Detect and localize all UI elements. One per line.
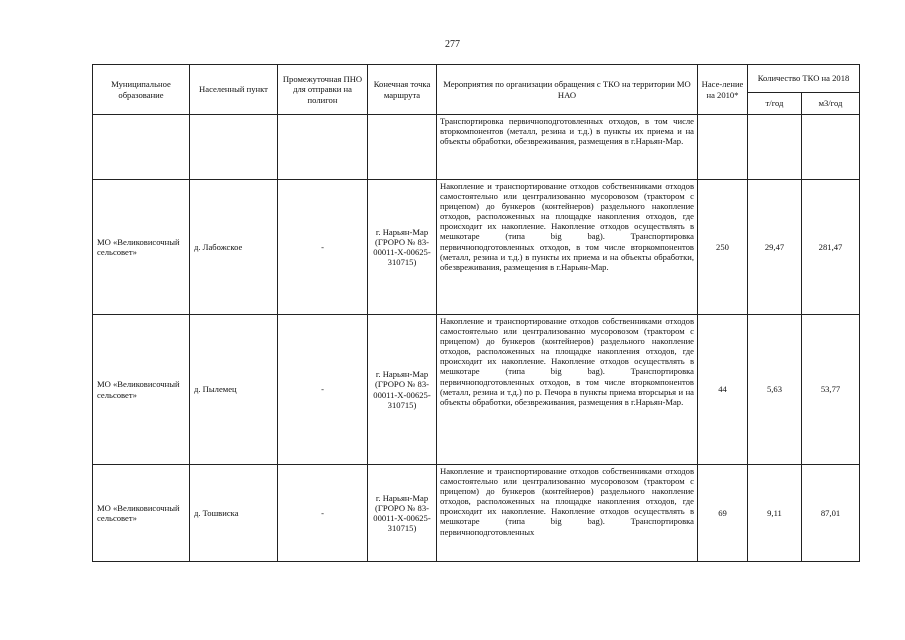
tko-tons-cell: 29,47 <box>748 180 802 315</box>
population-cell: 44 <box>698 315 748 465</box>
endpoint-cell: г. Нарьян-Мар (ГРОРО № 83-00011-Х-00625-310715) <box>368 465 437 562</box>
header-tko-m3: м3/год <box>802 93 860 115</box>
transfer-point-cell: - <box>278 315 368 465</box>
table-row <box>93 465 860 562</box>
header-municipality: Муниципальное образование <box>93 65 190 115</box>
header-measures: Мероприятия по организации обращения с ТКО на территории МО НАО <box>437 65 698 115</box>
measures-cell: Накопление и транспортирование отходов собственниками отходов самостоятельно или централизованно мусоровозом (трактором с прицепом) до бункеров (контейнеров) раздельного накопление отходов, расположенных на площадке накопления отходов, где происходит их накопление. Накопление отходов осуществлять в мешкотаре (типа big bag). Транспортировка первичноподготовленных отходов, в том числе вторкомпонентов (металл, резина и т.д.) по р. Печора в пункты приема вторсырья и на объекты обработки, обезвреживания, размещения в г.Нарьян-Мар. <box>437 315 698 465</box>
settlement-cell: д. Лабожское <box>190 180 278 315</box>
table-row-continuation <box>93 115 860 180</box>
measures-cell: Накопление и транспортирование отходов собственниками отходов самостоятельно или централизованно мусоровозом (трактором с прицепом) до бункеров (контейнеров) раздельного накопление отходов, расположенных на площадке накопления отходов, где происходит их накопление. Накопление отходов осуществлять в мешкотаре (типа big bag). Транспортировка первичноподготовленных отходов, в том числе вторкомпонентов (металл, резина и т.д.) в пункты их приема и на объекты обработки, обезвреживания, размещения в г.Нарьян-Мар. <box>437 180 698 315</box>
header-tko-tons: т/год <box>748 93 802 115</box>
header-transfer-point: Промежуточная ПНО для отправки на полигон <box>278 65 368 115</box>
header-population: Насе-ление на 2010* <box>698 65 748 115</box>
population-cell: 250 <box>698 180 748 315</box>
tko-table <box>92 64 860 562</box>
tko-m3-cell: 53,77 <box>802 315 860 465</box>
municipality-cell: МО «Великовисочный сельсовет» <box>93 180 190 315</box>
table-row <box>93 315 860 465</box>
transfer-point-cell: - <box>278 465 368 562</box>
transfer-point-cell: - <box>278 180 368 315</box>
header-row <box>93 65 860 93</box>
header-settlement: Населенный пункт <box>190 65 278 115</box>
endpoint-cell: г. Нарьян-Мар (ГРОРО № 83-00011-Х-00625-310715) <box>368 315 437 465</box>
municipality-cell: МО «Великовисочный сельсовет» <box>93 465 190 562</box>
tko-tons-cell: 9,11 <box>748 465 802 562</box>
municipality-cell: МО «Великовисочный сельсовет» <box>93 315 190 465</box>
header-endpoint: Конечная точка маршрута <box>368 65 437 115</box>
settlement-cell: д. Пылемец <box>190 315 278 465</box>
table-row <box>93 180 860 315</box>
measures-cell: Транспортировка первичноподготовленных отходов, в том числе вторкомпонентов (металл, резина и т.д.) в пункты их приема и на объекты обработки, обезвреживания, размещения в г.Нарьян-Мар. <box>437 115 698 180</box>
measures-cell: Накопление и транспортирование отходов собственниками отходов самостоятельно или централизованно мусоровозом (трактором с прицепом) до бункеров (контейнеров) раздельного накопление отходов, расположенных на площадке накопления отходов, где происходит их накопление. Накопление отходов осуществлять в мешкотаре (типа big bag). Транспортировка первичноподготовленных <box>437 465 698 562</box>
endpoint-cell: г. Нарьян-Мар (ГРОРО № 83-00011-Х-00625-310715) <box>368 180 437 315</box>
tko-m3-cell: 281,47 <box>802 180 860 315</box>
tko-tons-cell: 5,63 <box>748 315 802 465</box>
header-tko-quantity: Количество ТКО на 2018 <box>748 65 860 93</box>
page-number: 277 <box>445 39 460 50</box>
tko-m3-cell: 87,01 <box>802 465 860 562</box>
population-cell: 69 <box>698 465 748 562</box>
settlement-cell: д. Тошвиска <box>190 465 278 562</box>
